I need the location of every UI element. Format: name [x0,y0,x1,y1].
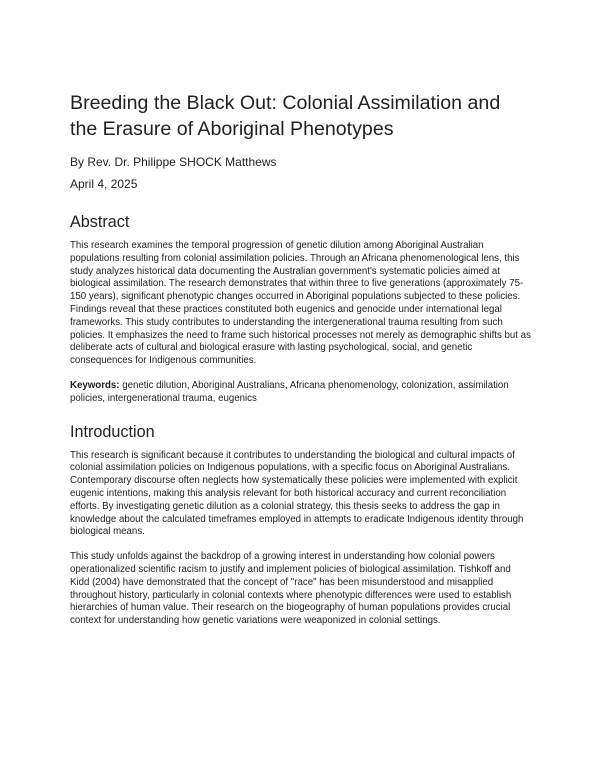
paper-title [70,90,532,142]
author-byline: By Rev. Dr. Philippe SHOCK Matthews [70,155,277,169]
introduction-paragraph-1: This research is significant because it contributes to understanding the biological and cultural impacts of colonial assimilation policies on Indigenous populations, with a specific focus on Aboriginal Australians. Contemporary discourse often neglects how systematically these policies were implemented with explicit eugenic intentions, making this analysis relevant for both historical accuracy and current reconciliation efforts. By investigating genetic dilution as a colonial strategy, this thesis seeks to address the gap in knowledge about the calculated timeframes employed in attempts to eradicate Indigenous identity through biological means. [70,449,524,538]
keywords [70,380,532,406]
keywords-text: genetic dilution, Aboriginal Australians, Africana phenomenology, colonization, assimilation policies, intergenerational trauma, eugenics [70,379,509,404]
abstract-text: This research examines the temporal progression of genetic dilution among Aboriginal Australian populations resulting from colonial assimilation policies. Through an Africana phenomenological lens, this study analyzes historical data documenting the Australian government's systematic policies aimed at biological assimilation. The research demonstrates that within three to five generations (approximately 75-150 years), significant phenotypic changes occurred in Aboriginal populations subjected to these policies. Findings reveal that these practices constituted both eugenics and genocide under international legal frameworks. This study contributes to understanding the intergenerational trauma resulting from such policies. It emphasizes the need to frame such historical processes not merely as demographic shifts but as deliberate acts of cultural and biological erasure with lasting psychological, social, and genetic consequences for Indigenous communities. [70,240,531,367]
paper-title-line-2: the Erasure of Aboriginal Phenotypes [70,118,394,140]
keywords-label: Keywords: [70,379,120,391]
publication-date: April 4, 2025 [70,177,138,191]
paper-title-line-1: Breeding the Black Out: Colonial Assimilation and [70,92,501,114]
introduction-paragraph-2: This study unfolds against the backdrop of a growing interest in understanding how colonial powers operationalized scientific racism to justify and implement policies of biological assimilation. Tishkoff and Kidd (2004) have demonstrated that the concept of "race" has been misunderstood and misapplied throughout history, particularly in colonial contexts where phenotypic differences were used to establish hierarchies of human value. Their research on the biogeography of human populations provides crucial context for understanding how genetic variations were weaponized in colonial settings. [70,551,512,627]
abstract-heading: Abstract [70,213,130,231]
paper-page [70,90,532,628]
introduction-heading: Introduction [70,422,155,441]
